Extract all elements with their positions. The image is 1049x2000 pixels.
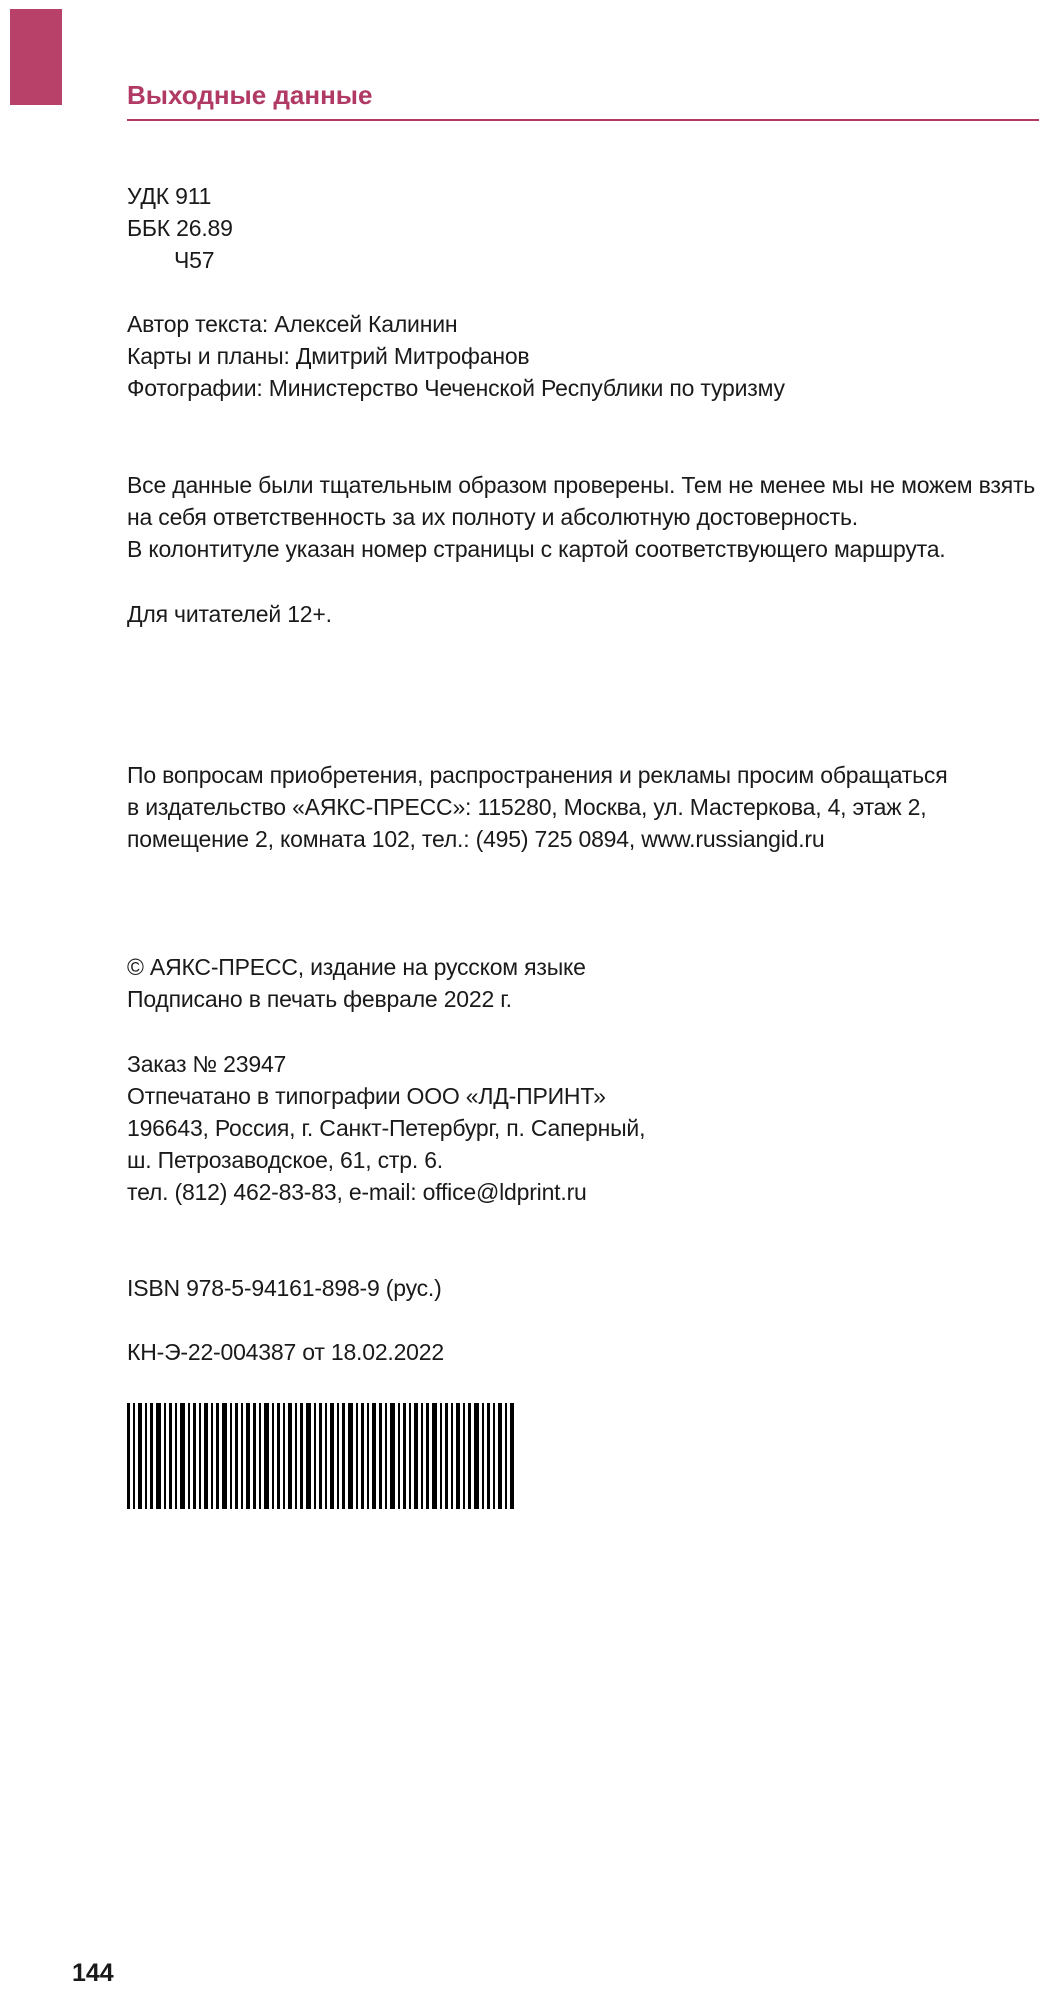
section-title: Выходные данные	[127, 80, 373, 110]
order-number: Заказ № 23947	[127, 1051, 287, 1077]
photos-credit-line: Фотографии: Министерство Чеченской Республики по туризму	[127, 375, 785, 401]
age-rating-block	[127, 598, 332, 630]
printer-contacts: тел. (812) 462-83-83, e-mail: office@ldprint.ru	[127, 1179, 587, 1205]
isbn-block	[127, 1272, 442, 1304]
classification-block	[127, 180, 233, 276]
disclaimer-block	[127, 469, 1035, 565]
registration-line: КН-Э-22-004387 от 18.02.2022	[127, 1339, 444, 1365]
printer-name: Отпечатано в типографии ООО «ЛД-ПРИНТ»	[127, 1083, 606, 1109]
page-number: 144	[72, 1959, 114, 1987]
copyright-line: © АЯКС-ПРЕСС, издание на русском языке	[127, 954, 586, 980]
contacts-line: помещение 2, комната 102, тел.: (495) 725 0894, www.russiangid.ru	[127, 826, 825, 852]
barcode-image	[127, 1403, 517, 1509]
isbn-line: ISBN 978-5-94161-898-9 (рус.)	[127, 1275, 442, 1301]
printing-block	[127, 1048, 645, 1208]
copyright-block	[127, 951, 586, 1015]
bbk-line: ББК 26.89	[127, 215, 233, 241]
maps-credit-line: Карты и планы: Дмитрий Митрофанов	[127, 343, 530, 369]
text-author-line: Автор текста: Алексей Калинин	[127, 311, 458, 337]
age-rating: Для читателей 12+.	[127, 601, 332, 627]
printer-address: 196643, Россия, г. Санкт-Петербург, п. Саперный,	[127, 1115, 646, 1141]
disclaimer-line: В колонтитуле указан номер страницы с картой соответствующего маршрута.	[127, 536, 946, 562]
contacts-line: в издательство «АЯКС-ПРЕСС»: 115280, Москва, ул. Мастеркова, 4, этаж 2,	[127, 794, 927, 820]
udk-line: УДК 911	[127, 183, 212, 209]
disclaimer-line: на себя ответственность за их полноту и абсолютную достоверность.	[127, 504, 858, 530]
author-mark-line: Ч57	[174, 247, 215, 273]
contacts-line: По вопросам приобретения, распространения и рекламы просим обращаться	[127, 762, 948, 788]
disclaimer-line: Все данные были тщательным образом проверены. Тем не менее мы не можем взять	[127, 472, 1036, 498]
printer-address: ш. Петрозаводское, 61, стр. 6.	[127, 1147, 443, 1173]
corner-color-tab	[10, 9, 62, 105]
title-divider	[127, 119, 1039, 121]
registration-block	[127, 1336, 444, 1368]
signed-to-print-line: Подписано в печать феврале 2022 г.	[127, 986, 512, 1012]
credits-block	[127, 308, 785, 404]
contacts-block	[127, 759, 947, 855]
